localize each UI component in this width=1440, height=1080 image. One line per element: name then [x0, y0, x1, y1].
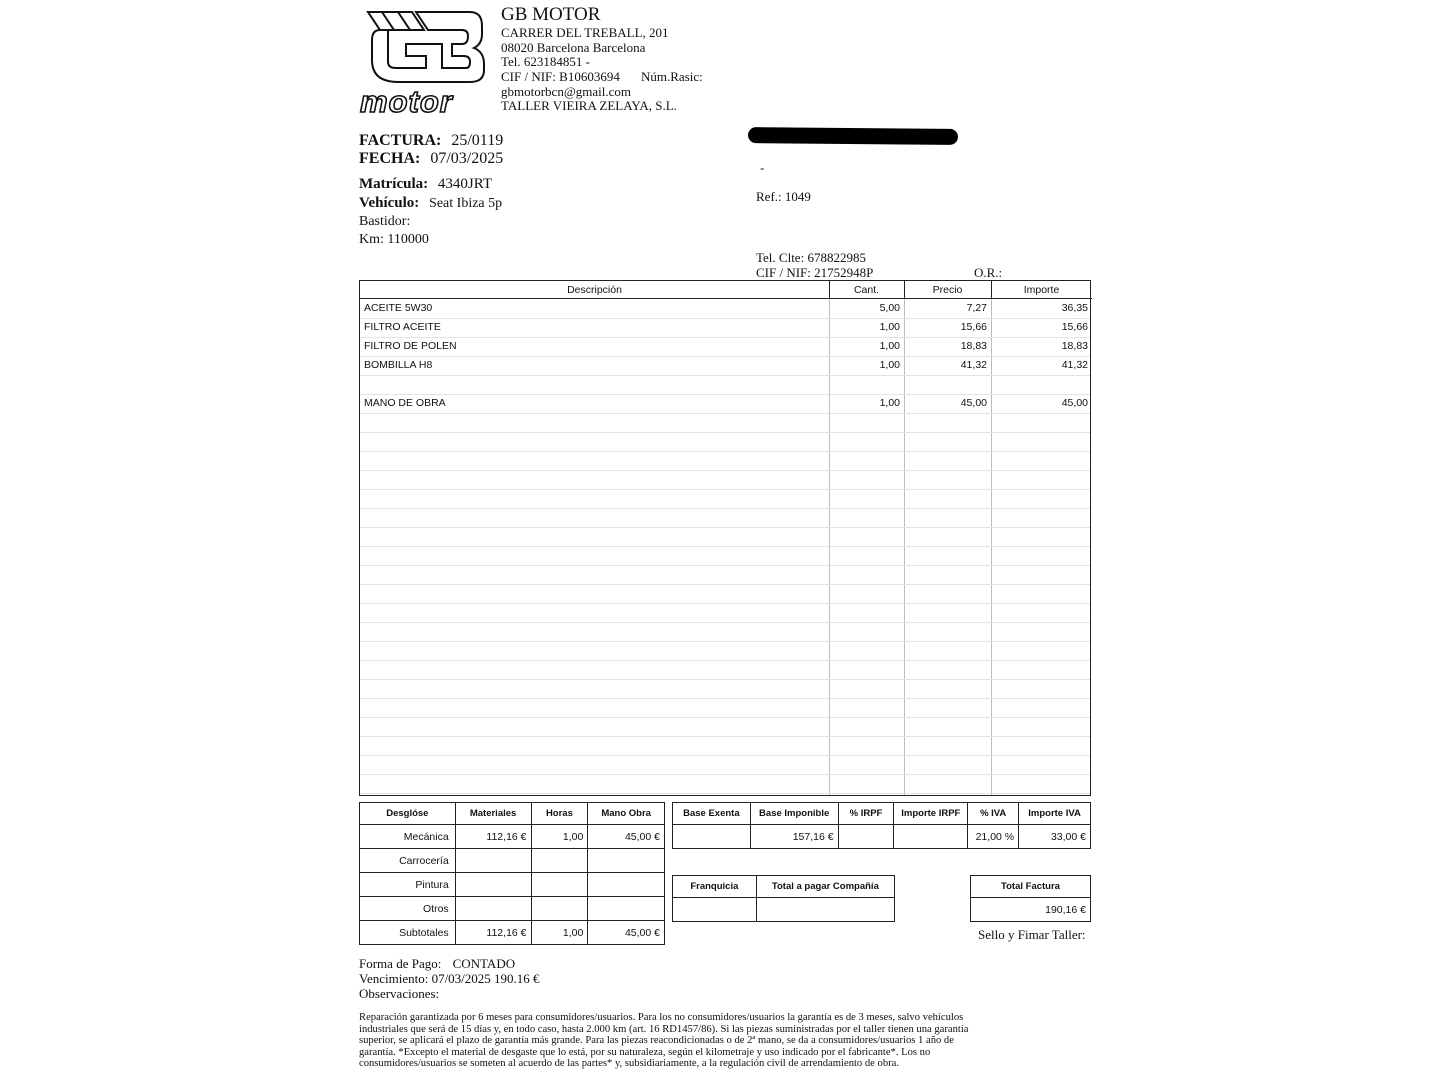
breakdown-label: Mecánica	[360, 825, 456, 849]
row-line	[360, 793, 1090, 794]
company-email: gbmotorbcn@gmail.com	[501, 84, 632, 99]
breakdown-row	[360, 849, 665, 873]
breakdown-row	[360, 897, 665, 921]
breakdown-header: Desglóse	[360, 803, 456, 825]
row-line	[360, 527, 1090, 528]
row-line	[360, 774, 1090, 775]
row-line	[360, 584, 1090, 585]
breakdown-value: 112,16 €	[455, 921, 531, 945]
breakdown-row	[360, 825, 665, 849]
breakdown-value	[588, 849, 665, 873]
breakdown-row	[360, 921, 665, 945]
row-line	[360, 413, 1090, 414]
fecha-value: 07/03/2025	[430, 150, 504, 167]
item-amount	[991, 375, 1088, 394]
tax-header: Importe IRPF	[894, 803, 968, 825]
insurance-table	[672, 875, 895, 922]
vehiculo-label: Vehículo:	[359, 195, 420, 211]
tax-header: % IRPF	[838, 803, 894, 825]
total-table	[970, 875, 1091, 922]
insurance-header: Franquicia	[673, 876, 757, 898]
vehicle-model	[359, 195, 502, 212]
item-amount: 18,83	[1061, 340, 1088, 352]
vehicle-plate	[359, 176, 492, 193]
header-cant: Cant.	[829, 281, 904, 299]
row-line	[360, 755, 1090, 756]
header-descripcion: Descripción	[360, 281, 829, 299]
row-line	[360, 641, 1090, 642]
breakdown-header: Horas	[531, 803, 588, 825]
tax-table	[672, 802, 1091, 849]
tax-header: Base Exenta	[673, 803, 751, 825]
breakdown-header: Materiales	[455, 803, 531, 825]
company-cif: CIF / NIF: B10603694	[501, 69, 620, 84]
factura-label: FACTURA:	[359, 132, 442, 149]
item-quantity: 5,00	[879, 302, 900, 314]
tax-header: % IVA	[968, 803, 1019, 825]
item-price	[904, 375, 987, 394]
insurance-header: Total a pagar Compañía	[756, 876, 894, 898]
breakdown-table	[359, 802, 665, 945]
tax-header: Base Imponible	[750, 803, 838, 825]
breakdown-value	[588, 873, 665, 897]
breakdown-value	[531, 897, 588, 921]
item-quantity: 1,00	[879, 397, 900, 409]
company-address: CARRER DEL TREBALL, 201	[501, 25, 669, 40]
tax-value: 157,16 €	[750, 825, 838, 849]
company-num-rasic: Núm.Rasic:	[641, 69, 703, 84]
row-line	[360, 660, 1090, 661]
invoice-date	[359, 150, 503, 168]
item-description: FILTRO DE POLEN	[364, 340, 457, 352]
row-line	[360, 508, 1090, 509]
tax-value	[673, 825, 751, 849]
tax-value: 33,00 €	[1019, 825, 1091, 849]
tax-value	[838, 825, 894, 849]
breakdown-label: Subtotales	[360, 921, 456, 945]
row-line	[360, 622, 1090, 623]
item-description: MANO DE OBRA	[364, 397, 446, 409]
breakdown-value	[455, 897, 531, 921]
breakdown-row	[360, 873, 665, 897]
company-legal-name: TALLER VIEIRA ZELAYA, S.L.	[501, 98, 677, 113]
breakdown-label: Otros	[360, 897, 456, 921]
row-line	[360, 489, 1090, 490]
legal-text: Reparación garantizada por 6 meses para consumidores/usuarios. Para los no consumidores/usuarios la garantía es de 3 meses, salvo vehículos industriales que será de 15 días y, en todo caso, hasta 2.000 km (art. 16 RD1457/86). Si las piezas suministradas por el taller tienen una garantía superior, se aplicará el plazo de garantía más grande. Para las piezas reacondicionadas o de 2ª mano, se da a consumidores/usuarios 1 año de garantía. *Excepto el material de desgaste que lo está, por su naturaleza, según el kilometraje y uso indicado por el fabricante*. Los no consumidores/usuarios se someten al acuerdo de las partes* y, subsidiariamente, a la regulación civil de arrendamiento de obra.	[359, 1012, 969, 1070]
breakdown-value	[455, 873, 531, 897]
items-table	[359, 280, 1091, 796]
header-divider	[904, 281, 905, 299]
client-dash: -	[760, 160, 765, 175]
company-city: 08020 Barcelona Barcelona	[501, 40, 646, 55]
breakdown-value: 45,00 €	[588, 921, 665, 945]
breakdown-value	[455, 849, 531, 873]
total-header: Total Factura	[971, 876, 1091, 898]
company-name: GB MOTOR	[501, 4, 601, 25]
item-amount: 45,00	[1061, 397, 1088, 409]
item-quantity: 1,00	[879, 340, 900, 352]
logo-wordmark: motor	[360, 84, 453, 118]
breakdown-value	[531, 849, 588, 873]
redacted-client-name	[748, 127, 958, 145]
item-amount: 15,66	[1061, 321, 1088, 333]
or-label: O.R.:	[974, 265, 1003, 280]
item-quantity: 1,00	[879, 321, 900, 333]
invoice-number	[359, 132, 503, 150]
row-line	[360, 470, 1090, 471]
header-importe: Importe	[991, 281, 1092, 299]
forma-pago-label: Forma de Pago:	[359, 956, 442, 971]
item-description: BOMBILLA H8	[364, 359, 433, 371]
breakdown-value: 1,00	[531, 825, 588, 849]
row-line	[360, 603, 1090, 604]
item-amount: 36,35	[1061, 302, 1088, 314]
item-quantity: 1,00	[879, 359, 900, 371]
client-ref: Ref.: 1049	[756, 189, 811, 204]
total-value: 190,16 €	[971, 898, 1091, 922]
item-price: 41,32	[960, 359, 987, 371]
item-description: ACEITE 5W30	[364, 302, 433, 314]
factura-value: 25/0119	[451, 132, 504, 149]
item-price: 18,83	[960, 340, 987, 352]
signature-label: Sello y Fimar Taller:	[978, 927, 1086, 942]
gb-motor-logo	[358, 4, 490, 118]
tax-value: 21,00 %	[968, 825, 1019, 849]
insurance-value	[673, 898, 757, 922]
client-cif: CIF / NIF: 21752948P	[756, 265, 874, 280]
header-divider	[829, 281, 830, 299]
row-line	[360, 565, 1090, 566]
header-divider	[991, 281, 992, 299]
row-line	[360, 451, 1090, 452]
tax-value	[894, 825, 968, 849]
header-precio: Precio	[904, 281, 991, 299]
breakdown-value: 112,16 €	[455, 825, 531, 849]
client-phone: Tel. Clte: 678822985	[756, 250, 866, 265]
company-phone: Tel. 623184851 -	[501, 54, 590, 69]
matricula-label: Matrícula:	[359, 176, 429, 192]
row-line	[360, 679, 1090, 680]
row-line	[360, 546, 1090, 547]
item-price: 45,00	[960, 397, 987, 409]
breakdown-label: Carrocería	[360, 849, 456, 873]
matricula-value: 4340JRT	[437, 176, 492, 192]
tax-header: Importe IVA	[1019, 803, 1091, 825]
bastidor-label: Bastidor:	[359, 214, 411, 229]
row-line	[360, 432, 1090, 433]
item-quantity	[829, 375, 900, 394]
fecha-label: FECHA:	[359, 150, 421, 167]
item-price: 7,27	[966, 302, 987, 314]
item-amount: 41,32	[1061, 359, 1088, 371]
vehiculo-value: Seat Ibiza 5p	[429, 196, 503, 211]
breakdown-header: Mano Obra	[588, 803, 665, 825]
row-line	[360, 717, 1090, 718]
row-line	[360, 698, 1090, 699]
row-line	[360, 736, 1090, 737]
breakdown-value	[588, 897, 665, 921]
item-price: 15,66	[960, 321, 987, 333]
km-line: Km: 110000	[359, 232, 429, 247]
insurance-value	[756, 898, 894, 922]
vencimiento: Vencimiento: 07/03/2025 190.16 €	[359, 971, 540, 986]
item-description: FILTRO ACEITE	[364, 321, 441, 333]
breakdown-value: 45,00 €	[588, 825, 665, 849]
observaciones: Observaciones:	[359, 986, 440, 1001]
breakdown-label: Pintura	[360, 873, 456, 897]
forma-pago-value: CONTADO	[452, 956, 516, 971]
payment-method	[359, 956, 515, 972]
breakdown-value: 1,00	[531, 921, 588, 945]
breakdown-value	[531, 873, 588, 897]
